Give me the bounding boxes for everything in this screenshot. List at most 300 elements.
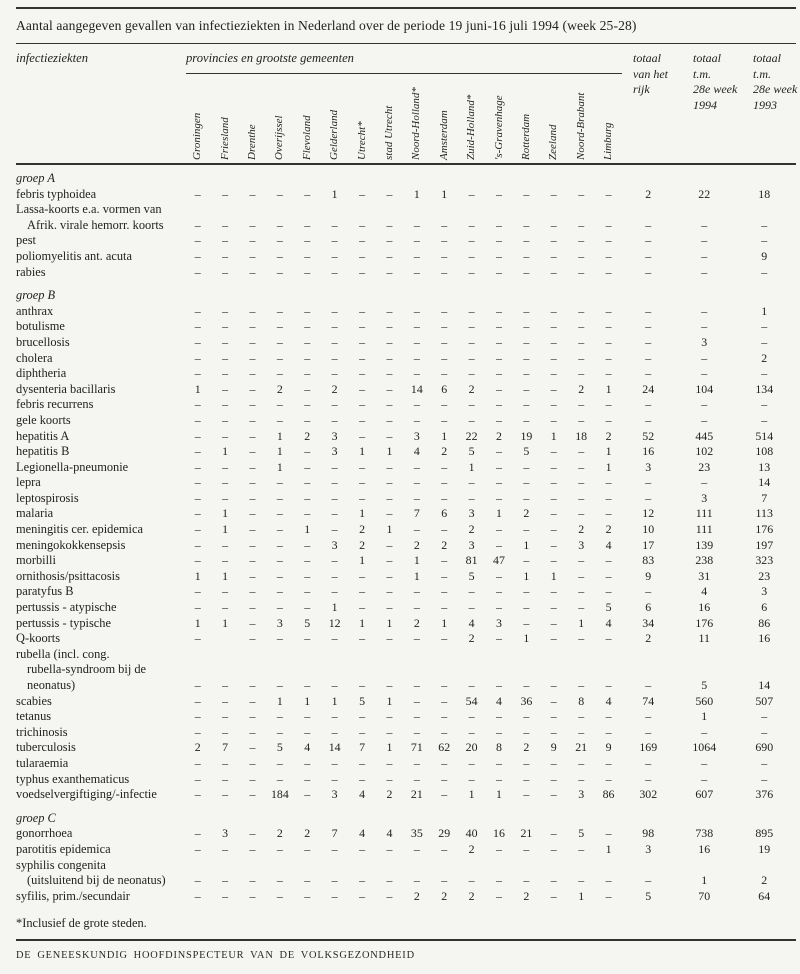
value-cell: – <box>386 888 393 903</box>
value-cell: – <box>359 319 366 334</box>
value-cell: – <box>359 888 366 903</box>
value-cell: – <box>386 537 393 552</box>
value-cell: – <box>605 186 612 201</box>
total-cell: 176 <box>755 522 774 537</box>
value-cell: – <box>468 303 475 318</box>
value-cell: – <box>359 678 366 692</box>
value-cell: 4 <box>304 740 311 755</box>
value-cell <box>321 662 348 678</box>
value-cell: 3 <box>331 787 338 802</box>
value-cell: – <box>222 475 229 490</box>
value-cell: – <box>386 350 393 365</box>
value-cell: – <box>550 334 557 349</box>
disease-label: cholera <box>16 350 53 365</box>
value-cell: 12 <box>328 615 341 630</box>
disease-label: hepatitis A <box>16 428 70 443</box>
group-header: groep B <box>16 288 56 303</box>
value-cell <box>540 858 567 874</box>
value-cell <box>266 647 293 663</box>
value-cell: – <box>276 490 283 505</box>
value-cell: – <box>222 366 229 381</box>
value-cell: – <box>605 678 612 692</box>
value-cell: – <box>386 428 393 443</box>
disease-label: trichinosis <box>16 724 68 739</box>
provinces-group-header: provincies en grootste gemeenten <box>186 51 354 65</box>
value-cell: – <box>249 319 256 334</box>
value-cell: – <box>386 490 393 505</box>
value-cell: – <box>304 537 311 552</box>
value-cell: – <box>550 724 557 739</box>
total-cell: 102 <box>695 444 714 459</box>
table-row <box>16 725 796 741</box>
value-cell <box>431 662 458 678</box>
value-cell: – <box>413 233 420 248</box>
value-cell: – <box>249 522 256 537</box>
value-cell <box>266 858 293 874</box>
value-cell: – <box>578 755 585 770</box>
value-cell: 4 <box>605 693 612 708</box>
total-cell: 3 <box>761 584 768 599</box>
value-cell: 16 <box>493 826 505 841</box>
value-cell: – <box>194 334 201 349</box>
value-cell: – <box>304 709 311 724</box>
value-cell: – <box>331 522 338 537</box>
value-cell: – <box>605 553 612 568</box>
disease-label: Afrik. virale hemorr. koorts <box>27 217 164 232</box>
value-cell: – <box>496 459 502 474</box>
value-cell: 62 <box>438 740 451 755</box>
value-cell <box>567 202 594 218</box>
section-groep-a <box>16 171 796 280</box>
value-cell: – <box>441 303 448 318</box>
value-cell: – <box>441 522 448 537</box>
value-cell <box>376 202 403 218</box>
value-cell: – <box>359 771 366 786</box>
value-cell: – <box>578 841 585 856</box>
total-cell <box>674 647 734 663</box>
value-cell: – <box>578 873 585 888</box>
value-cell: – <box>605 397 612 412</box>
value-cell: – <box>222 350 229 365</box>
disease-label: leptospirosis <box>16 490 79 505</box>
value-cell: – <box>496 319 502 334</box>
value-cell: – <box>276 755 283 770</box>
value-cell: 1 <box>523 631 530 646</box>
value-cell: – <box>523 724 530 739</box>
total-cell: – <box>645 303 652 318</box>
total-cell: 18 <box>758 186 771 201</box>
value-cell: 2 <box>304 826 311 841</box>
value-cell: 36 <box>520 693 533 708</box>
value-cell: – <box>496 490 502 505</box>
value-cell: – <box>222 771 229 786</box>
value-cell: – <box>468 490 475 505</box>
value-cell: 2 <box>496 428 502 443</box>
total-cell: – <box>701 475 708 490</box>
value-cell: – <box>276 350 283 365</box>
value-cell: – <box>359 350 366 365</box>
column-header-zuid-holland: Zuid-Holland* <box>465 94 478 160</box>
value-cell: – <box>578 217 585 232</box>
value-cell <box>540 662 567 678</box>
value-cell: 3 <box>331 444 338 459</box>
total-cell: – <box>645 366 652 381</box>
value-cell: – <box>331 584 338 599</box>
value-cell: – <box>496 381 502 396</box>
value-cell: – <box>550 397 557 412</box>
value-cell: – <box>249 873 256 888</box>
disease-label: gonorrhoea <box>16 826 73 841</box>
value-cell: – <box>249 428 256 443</box>
disease-label: pertussis - atypische <box>16 600 117 615</box>
value-cell: – <box>496 186 502 201</box>
value-cell: – <box>331 553 338 568</box>
disease-label: anthrax <box>16 303 54 318</box>
disease-label: hepatitis B <box>16 444 70 459</box>
value-cell: 21 <box>520 826 533 841</box>
value-cell: – <box>523 366 530 381</box>
disease-label: (uitsluitend bij de neonatus) <box>27 873 166 888</box>
value-cell: – <box>550 553 557 568</box>
value-cell: 1 <box>331 693 338 708</box>
value-cell: – <box>304 186 311 201</box>
value-cell: – <box>331 841 338 856</box>
value-cell <box>321 202 348 218</box>
column-header-groningen: Groningen <box>191 112 204 160</box>
disease-label: malaria <box>16 506 54 521</box>
value-cell: 14 <box>410 381 423 396</box>
total-cell: – <box>645 412 652 427</box>
disease-label: morbilli <box>16 553 56 568</box>
table-row <box>16 569 796 585</box>
value-cell: – <box>578 248 585 263</box>
value-cell: – <box>386 186 393 201</box>
value-cell: – <box>605 233 612 248</box>
total-cell: 13 <box>758 459 771 474</box>
value-cell: – <box>331 506 338 521</box>
total-cell: – <box>645 319 652 334</box>
value-cell: 2 <box>276 826 283 841</box>
disease-label: ornithosis/psittacosis <box>16 568 120 583</box>
value-cell: – <box>441 724 448 739</box>
value-cell: – <box>578 233 585 248</box>
value-cell: – <box>276 724 283 739</box>
disease-label: rabies <box>16 264 46 279</box>
total-cell: 238 <box>695 553 714 568</box>
value-cell: – <box>413 771 420 786</box>
value-cell: – <box>222 537 229 552</box>
disease-label: poliomyelitis ant. acuta <box>16 248 132 263</box>
footnote: *Inclusief de grote steden. <box>16 916 147 931</box>
value-cell: – <box>441 350 448 365</box>
value-cell: – <box>578 475 585 490</box>
total-cell: – <box>645 397 652 412</box>
total-cell: – <box>701 397 708 412</box>
value-cell: – <box>441 217 448 232</box>
value-cell: – <box>413 303 420 318</box>
value-cell: – <box>441 678 448 692</box>
value-cell: – <box>578 366 585 381</box>
value-cell: 2 <box>276 381 283 396</box>
value-cell: 7 <box>413 506 420 521</box>
value-cell: 1 <box>523 568 530 583</box>
disease-label: syphilis congenita <box>16 857 106 872</box>
value-cell: 2 <box>468 888 475 903</box>
section-groep-b <box>16 288 796 803</box>
value-cell <box>239 202 266 218</box>
value-cell: – <box>523 771 530 786</box>
value-cell: – <box>194 888 201 903</box>
value-cell: – <box>550 787 557 802</box>
value-cell: – <box>359 873 366 888</box>
value-cell: – <box>276 600 283 615</box>
value-cell: – <box>468 264 475 279</box>
value-cell: 20 <box>465 740 478 755</box>
value-cell: – <box>441 475 448 490</box>
value-cell: – <box>359 584 366 599</box>
value-cell: – <box>249 755 256 770</box>
value-cell: 1 <box>578 888 585 903</box>
value-cell: – <box>194 771 201 786</box>
column-header-rotterdam: Rotterdam <box>520 113 532 160</box>
value-cell: – <box>331 303 338 318</box>
value-cell: – <box>523 475 530 490</box>
total-cell: 376 <box>755 787 774 802</box>
value-cell: – <box>468 217 475 232</box>
value-cell: – <box>496 537 502 552</box>
value-cell: – <box>304 755 311 770</box>
total-cell: – <box>701 755 708 770</box>
value-cell: – <box>496 873 502 888</box>
total-cell: 560 <box>695 693 714 708</box>
total-cell: 323 <box>755 553 774 568</box>
value-cell: – <box>222 787 229 802</box>
value-cell: – <box>441 631 448 646</box>
value-cell: – <box>276 888 283 903</box>
total-cell: 5 <box>701 678 708 692</box>
value-cell: 3 <box>496 615 502 630</box>
value-cell: – <box>249 264 256 279</box>
column-header-flevoland: Flevoland <box>300 115 313 160</box>
value-cell: 2 <box>468 841 475 856</box>
disease-label: typhus exanthematicus <box>16 771 130 786</box>
value-cell: – <box>249 888 256 903</box>
value-cell: – <box>605 366 612 381</box>
value-cell: – <box>386 217 393 232</box>
value-cell: – <box>413 319 420 334</box>
value-cell: 2 <box>413 888 420 903</box>
total-cell: 98 <box>642 826 655 841</box>
value-cell: – <box>249 771 256 786</box>
value-cell: – <box>304 233 311 248</box>
value-cell <box>567 662 594 678</box>
value-cell: – <box>249 186 256 201</box>
total-cell: – <box>701 303 708 318</box>
value-cell: – <box>386 841 393 856</box>
value-cell: – <box>550 873 557 888</box>
value-cell: – <box>523 755 530 770</box>
value-cell: 29 <box>438 826 451 841</box>
total-cell: – <box>761 334 768 349</box>
value-cell: – <box>331 888 338 903</box>
value-cell: – <box>249 709 256 724</box>
value-cell: – <box>222 584 229 599</box>
disease-label: syfilis, prim./secundair <box>16 888 130 903</box>
value-cell: – <box>550 506 557 521</box>
value-cell: – <box>222 428 229 443</box>
value-cell: – <box>578 350 585 365</box>
total-cell: – <box>645 771 652 786</box>
total-cell: 9 <box>761 248 768 263</box>
value-cell: 1 <box>359 553 366 568</box>
value-cell: 1 <box>441 428 448 443</box>
value-cell: 5 <box>304 615 311 630</box>
value-cell <box>294 647 321 663</box>
value-cell: – <box>249 740 256 755</box>
value-cell: – <box>386 233 393 248</box>
value-cell: – <box>496 412 502 427</box>
value-cell: – <box>249 787 256 802</box>
value-cell <box>458 647 485 663</box>
total-cell: – <box>645 724 652 739</box>
value-cell: – <box>550 475 557 490</box>
value-cell: – <box>550 366 557 381</box>
value-cell: – <box>222 303 229 318</box>
table-row <box>16 475 796 491</box>
value-cell: 2 <box>523 888 530 903</box>
value-cell: – <box>222 381 229 396</box>
value-cell: 4 <box>468 615 475 630</box>
total-cell: – <box>701 350 708 365</box>
value-cell: 5 <box>276 740 283 755</box>
total-cell: 1064 <box>692 740 717 755</box>
value-cell <box>403 662 430 678</box>
value-cell: – <box>249 600 256 615</box>
total-cell: 197 <box>755 537 774 552</box>
value-cell: – <box>523 381 530 396</box>
value-cell: – <box>276 264 283 279</box>
value-cell: – <box>194 444 201 459</box>
total-cell: 14 <box>758 475 771 490</box>
table-row <box>16 304 796 320</box>
value-cell: – <box>496 584 502 599</box>
value-cell: – <box>386 631 393 646</box>
total-cell <box>734 858 794 874</box>
value-cell: 21 <box>410 787 423 802</box>
total-cell: – <box>701 248 708 263</box>
value-cell: – <box>222 873 229 888</box>
value-cell: – <box>468 584 475 599</box>
value-cell: 35 <box>410 826 423 841</box>
total-cell: – <box>701 233 708 248</box>
value-cell: 2 <box>413 615 420 630</box>
column-header-drenthe: Drenthe <box>246 124 258 160</box>
value-cell: – <box>605 412 612 427</box>
value-cell: – <box>523 217 530 232</box>
value-cell: – <box>496 233 502 248</box>
value-cell: – <box>194 678 201 692</box>
total-cell: 507 <box>755 693 774 708</box>
value-cell: – <box>413 366 420 381</box>
value-cell: – <box>386 755 393 770</box>
value-cell: – <box>468 248 475 263</box>
value-cell <box>294 202 321 218</box>
group-header-row <box>16 811 796 827</box>
total-cell: 22 <box>698 186 711 201</box>
value-cell <box>513 202 540 218</box>
value-cell <box>458 858 485 874</box>
value-cell: – <box>413 350 420 365</box>
total-cell: 9 <box>645 568 652 583</box>
value-cell: – <box>441 771 448 786</box>
total-cell: 4 <box>701 584 708 599</box>
value-cell: 7 <box>331 826 338 841</box>
value-cell: – <box>523 248 530 263</box>
value-cell: – <box>550 264 557 279</box>
value-cell: – <box>550 217 557 232</box>
value-cell: – <box>194 366 201 381</box>
value-cell <box>595 662 622 678</box>
value-cell: – <box>578 631 585 646</box>
value-cell: – <box>249 506 256 521</box>
total-column-header-line: totaal <box>633 51 662 65</box>
value-cell: 1 <box>359 444 366 459</box>
value-cell <box>211 662 238 678</box>
value-cell: 1 <box>386 522 393 537</box>
value-cell: 1 <box>222 522 229 537</box>
table-row <box>16 662 796 678</box>
value-cell: – <box>441 490 448 505</box>
value-cell <box>294 858 321 874</box>
value-cell: – <box>550 537 557 552</box>
total-cell: – <box>645 475 652 490</box>
total-cell: 113 <box>755 506 773 521</box>
value-cell: – <box>496 522 502 537</box>
value-cell: – <box>605 490 612 505</box>
value-cell: – <box>468 600 475 615</box>
total-cell <box>674 662 734 678</box>
total-cell: 302 <box>639 787 658 802</box>
total-cell: 2 <box>645 631 652 646</box>
value-cell: – <box>194 412 201 427</box>
total-cell: – <box>701 724 708 739</box>
value-cell: – <box>605 303 612 318</box>
value-cell <box>211 647 238 663</box>
value-cell: – <box>359 709 366 724</box>
value-cell: – <box>386 334 393 349</box>
value-cell: – <box>194 350 201 365</box>
value-cell: 2 <box>441 888 448 903</box>
value-cell <box>567 647 594 663</box>
value-cell: – <box>331 678 338 692</box>
value-cell: – <box>276 522 283 537</box>
value-cell: – <box>276 584 283 599</box>
total-cell: – <box>701 217 708 232</box>
value-cell: – <box>222 709 229 724</box>
total-cell <box>734 647 794 663</box>
value-cell: – <box>276 334 283 349</box>
group-header-row <box>16 288 796 304</box>
value-cell: 4 <box>496 693 502 708</box>
total-cell: 104 <box>695 381 714 396</box>
value-cell: – <box>304 787 311 802</box>
value-cell: 1 <box>304 522 311 537</box>
total-cell: 34 <box>642 615 655 630</box>
value-cell: – <box>276 553 283 568</box>
value-cell: – <box>578 397 585 412</box>
value-cell: 7 <box>359 740 366 755</box>
value-cell: 9 <box>605 740 612 755</box>
